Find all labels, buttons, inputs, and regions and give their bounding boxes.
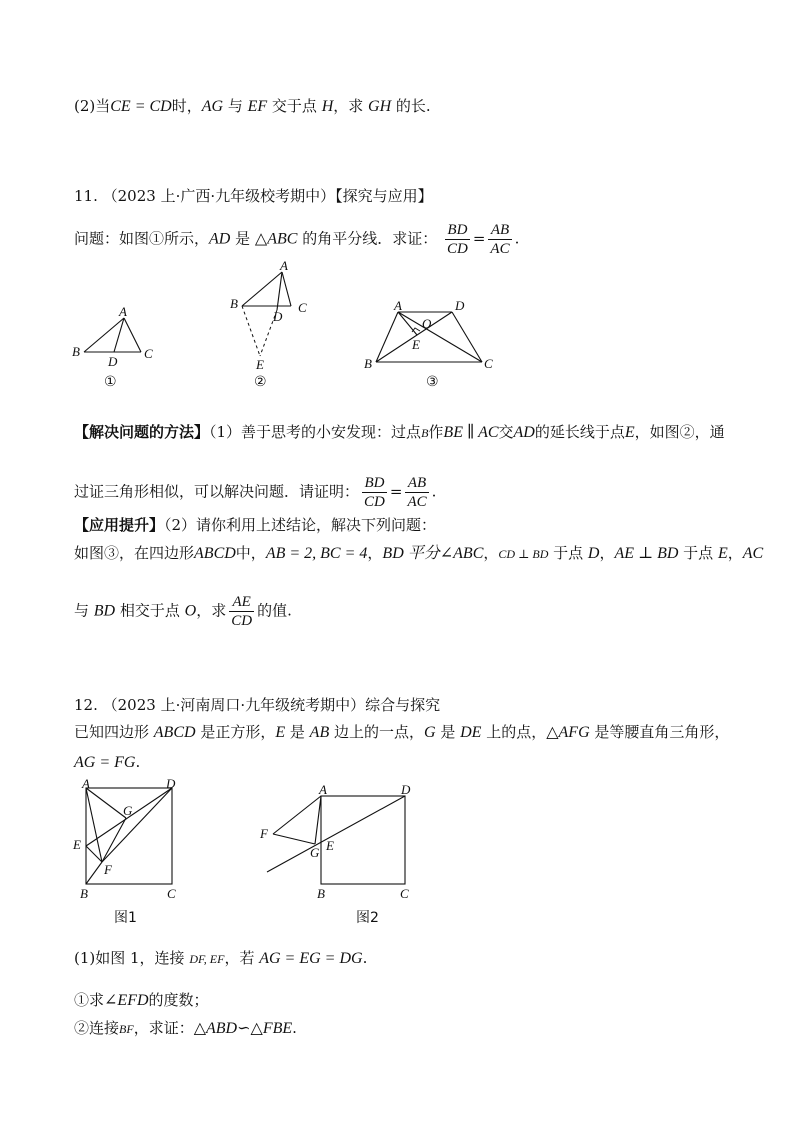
segment-bd: BD — [93, 602, 116, 620]
svg-text:B: B — [80, 886, 88, 901]
q11-apply-line-1 — [74, 543, 763, 564]
svg-text:C: C — [400, 886, 409, 901]
q12-source: （2023 上·河南周口·九年级统考期中）综合与探究 — [102, 696, 441, 714]
svg-text:D: D — [108, 354, 118, 369]
svg-text:O: O — [422, 316, 432, 331]
q11-method-text: 的延长线于点 — [534, 423, 625, 441]
q12-text: ②连接 — [74, 1019, 120, 1037]
q11-apply-text: 于点 — [548, 544, 588, 562]
segment-de: DE — [460, 724, 482, 741]
q10-text: 交于点 — [267, 97, 322, 115]
q11-apply-line-2 — [74, 593, 292, 630]
segment-ac: AC — [742, 545, 764, 562]
svg-text:D: D — [401, 782, 411, 797]
q12-text: ，求证： — [133, 1019, 194, 1037]
svg-text:D: D — [455, 298, 465, 313]
q11-apply-text: 与 — [74, 601, 94, 620]
svg-text:A: A — [394, 298, 402, 313]
given-bisector: BD 平分∠ABC — [382, 545, 484, 562]
q11-apply-text: ， — [367, 544, 383, 562]
fraction-numerator: BD — [362, 474, 387, 493]
svg-text:E: E — [256, 357, 264, 372]
q11-apply-heading-line — [74, 515, 436, 535]
q11-method-text: ，如图②，通 — [634, 423, 725, 441]
q11-apply-text: 于点 — [678, 544, 718, 562]
q12-header — [74, 695, 440, 715]
q12-line-2 — [74, 752, 140, 773]
q11-apply-text: （2）请你利用上述结论，解决下列问题： — [164, 516, 437, 534]
fraction-numerator: AE — [229, 593, 254, 612]
q10-gh: GH — [368, 98, 392, 115]
segments-df-ef: DF, EF — [189, 952, 225, 966]
q11-figure-2 — [222, 258, 322, 388]
point-d: D — [587, 545, 600, 562]
q10-ag: AG — [201, 98, 224, 115]
svg-text:D: D — [166, 776, 176, 791]
svg-text:C: C — [484, 356, 493, 371]
q11-triangle: △ABC — [254, 230, 298, 248]
q12-figure-2 — [255, 780, 425, 926]
svg-text:E: E — [326, 838, 334, 853]
q11-parallel-condition: BE ∥ AC — [443, 424, 499, 441]
fraction-denominator: AC — [407, 494, 427, 510]
q11-apply-text: ， — [727, 544, 743, 562]
fraction-bd-cd — [362, 474, 387, 511]
q11-header — [74, 186, 433, 206]
q12-line-1 — [74, 722, 729, 743]
square-abcd: ABCD — [153, 724, 196, 741]
figure-caption-fig2: 图2 — [356, 910, 379, 926]
q10-part2-prefix: (2)当 — [74, 97, 111, 115]
svg-text:A: A — [280, 258, 288, 273]
svg-text:E: E — [412, 337, 420, 352]
q11-apply-text: ， — [483, 544, 499, 562]
q12-sub1-line — [74, 990, 209, 1011]
equals-sign: = — [472, 229, 486, 248]
fraction-ab-ac — [405, 474, 428, 511]
point-b: B — [421, 426, 429, 440]
q11-problem-line — [74, 221, 519, 258]
similar-triangles: △ABD∽△FBE — [193, 1020, 293, 1037]
q11-method-text: 交 — [498, 423, 514, 441]
q11-figure-3 — [360, 296, 500, 392]
fraction-bd-cd — [445, 221, 470, 258]
fraction-ae-cd — [229, 593, 254, 630]
figure-caption-fig1: 图1 — [114, 910, 137, 926]
svg-text:E: E — [73, 837, 81, 852]
q11-source: （2023 上·广西·九年级校考期中）【探究与应用】 — [102, 187, 433, 205]
fraction-numerator: BD — [445, 221, 470, 240]
fraction-numerator: AB — [488, 221, 511, 240]
q12-text: (1)如图 1，连接 — [74, 949, 190, 967]
q10-h: H — [321, 98, 334, 115]
angle-efd: ∠EFD — [104, 992, 149, 1009]
q11-method-heading: 【解决问题的方法】 — [74, 423, 210, 441]
given-cd-perp-bd: CD ⊥ BD — [498, 547, 549, 561]
q12-text: 是正方形， — [195, 723, 276, 741]
q12-part1-line — [74, 948, 367, 969]
q12-text: 的度数； — [148, 991, 209, 1009]
svg-text:C: C — [298, 300, 307, 315]
q10-text: 与 — [223, 97, 248, 115]
q12-text: ，若 — [224, 949, 260, 967]
figure-caption-2: ② — [254, 374, 267, 390]
q11-method-text: （1）善于思考的小安发现：过点 — [209, 423, 422, 441]
figure-caption-3: ③ — [426, 374, 439, 390]
q11-method-line-2 — [74, 474, 436, 511]
q11-apply-text: ，求 — [196, 601, 227, 620]
q11-ad: AD — [513, 424, 535, 441]
q11-method-text: 过证三角形相似，可以解决问题．请证明： — [74, 482, 360, 501]
q11-figure-1 — [66, 300, 176, 395]
svg-text:G: G — [123, 803, 133, 818]
q11-problem-text: 的角平分线．求证： — [297, 229, 438, 248]
svg-text:B: B — [72, 344, 80, 359]
q11-method-text: 作 — [428, 423, 444, 441]
equals-sign: = — [389, 482, 403, 501]
q11-number: 11. — [74, 187, 98, 205]
q10-text: 时， — [171, 97, 202, 115]
q11-apply-text: 相交于点 — [115, 601, 185, 620]
q12-text: 是 — [435, 723, 461, 741]
svg-text:A: A — [119, 304, 127, 319]
q11-problem-text: 问题：如图①所示， — [74, 229, 210, 248]
point-o: O — [184, 602, 197, 620]
point-e: E — [624, 424, 635, 441]
q11-apply-text: 中， — [235, 544, 266, 562]
given-ae-perp-bd: AE ⊥ BD — [614, 545, 679, 562]
q12-sub2-line — [74, 1018, 297, 1039]
q11-apply-text: 的值. — [257, 601, 292, 620]
q11-problem-text: 是 — [230, 229, 255, 248]
q11-ad: AD — [209, 230, 231, 248]
svg-text:D: D — [273, 309, 283, 324]
q12-text: 是等腰直角三角形， — [589, 723, 730, 741]
q11-apply-heading: 【应用提升】 — [74, 516, 165, 534]
fraction-denominator: AC — [490, 241, 510, 257]
svg-text:F: F — [260, 826, 268, 841]
q12-text: 是 — [285, 723, 310, 741]
svg-text:B: B — [317, 886, 325, 901]
fraction-denominator: CD — [364, 494, 385, 510]
q12-text: ①求 — [74, 991, 105, 1009]
figure-caption-1: ① — [104, 374, 117, 390]
fraction-denominator: CD — [231, 613, 253, 629]
period: . — [292, 1019, 297, 1037]
triangle-afg: △AFG — [546, 724, 590, 741]
quad-abcd: ABCD — [194, 545, 236, 562]
point-g: G — [424, 724, 436, 741]
q11-apply-text: ， — [599, 544, 615, 562]
q12-text: 边上的一点， — [329, 723, 424, 741]
svg-text:A: A — [82, 776, 90, 791]
segment-bf: BF — [119, 1022, 134, 1036]
q10-part2-line — [74, 96, 431, 117]
svg-text:B: B — [364, 356, 372, 371]
period: . — [514, 229, 520, 248]
svg-text:G: G — [310, 845, 320, 860]
q12-text: 已知四边形 — [74, 723, 154, 741]
period: . — [431, 482, 437, 501]
period: . — [362, 949, 368, 967]
q12-text: 上的点， — [481, 723, 547, 741]
q11-method-line-1 — [74, 422, 725, 443]
q11-apply-text: 如图③，在四边形 — [74, 544, 195, 562]
q12-number: 12. — [74, 696, 98, 714]
fraction-ab-ac — [488, 221, 511, 258]
svg-text:A: A — [319, 782, 327, 797]
fraction-numerator: AB — [405, 474, 428, 493]
point-e: E — [717, 545, 728, 562]
q10-condition: CE = CD — [110, 98, 172, 115]
point-e: E — [275, 724, 286, 741]
given-ag-eg-dg: AG = EG = DG — [259, 950, 363, 967]
q10-text: ，求 — [333, 97, 369, 115]
given-ag-fg: AG = FG — [74, 754, 136, 771]
svg-text:B: B — [230, 296, 238, 311]
fraction-denominator: CD — [446, 241, 468, 257]
svg-text:C: C — [144, 346, 153, 361]
period: . — [135, 753, 141, 771]
q10-ef: EF — [247, 98, 268, 115]
svg-text:F: F — [104, 862, 112, 877]
q12-figure-1 — [70, 776, 190, 926]
segment-ab: AB — [309, 724, 330, 741]
svg-text:C: C — [167, 886, 176, 901]
q10-text: 的长. — [391, 97, 431, 115]
given-ab-bc: AB = 2, BC = 4 — [265, 545, 368, 562]
